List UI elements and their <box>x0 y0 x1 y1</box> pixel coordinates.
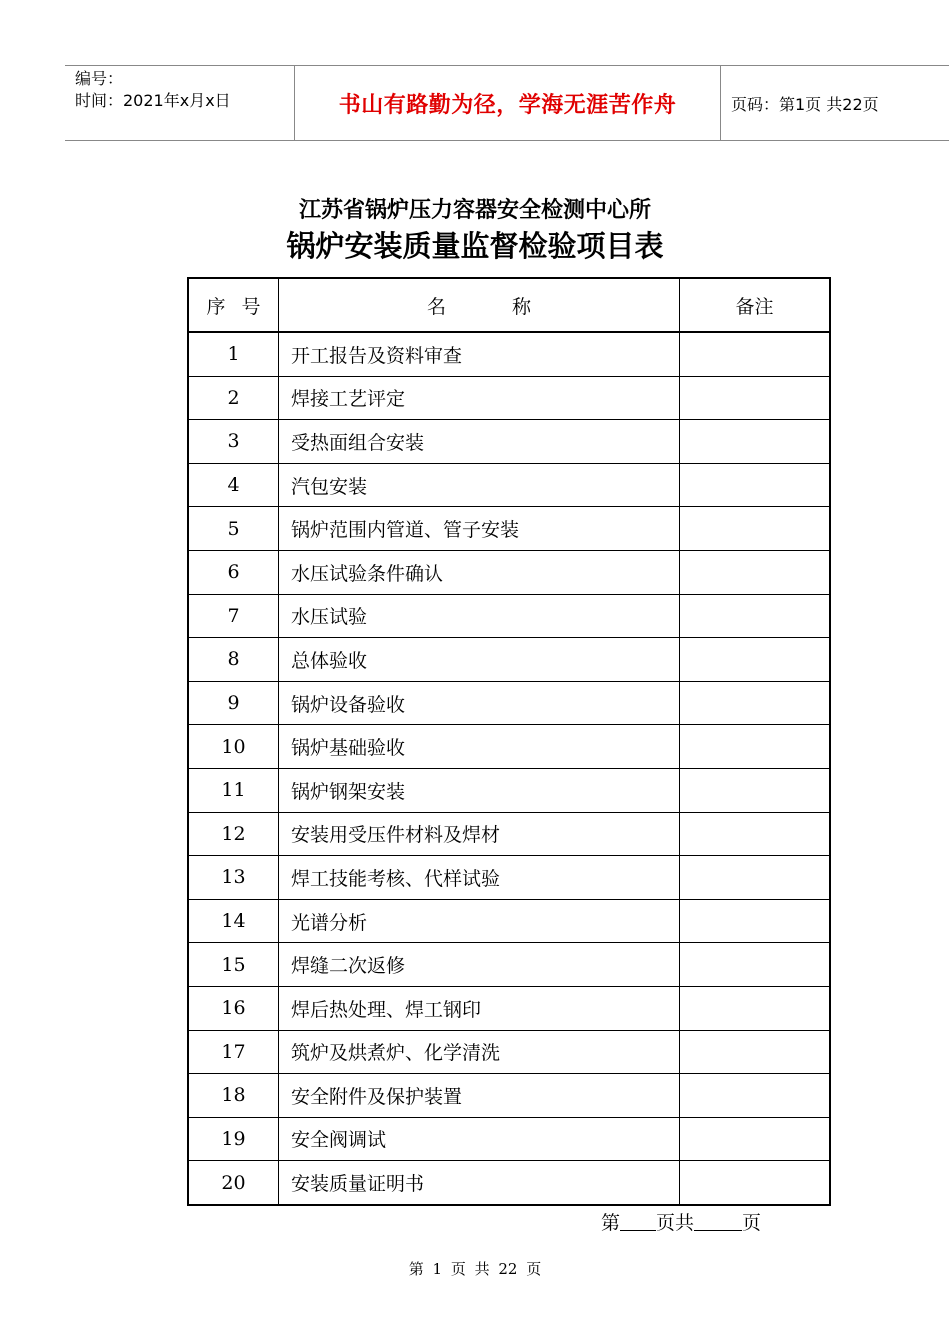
table-row <box>188 681 830 725</box>
row-item-name: 焊工技能考核、代样试验 <box>279 856 680 900</box>
row-item-name: 筑炉及烘煮炉、化学清洗 <box>279 1030 680 1074</box>
row-number: 10 <box>188 725 279 769</box>
row-item-name: 汽包安装 <box>279 463 680 507</box>
row-number: 19 <box>188 1117 279 1161</box>
header-page-info: 页码：第1页 共22页 <box>731 94 879 114</box>
row-item-name: 安全附件及保护装置 <box>279 1074 680 1118</box>
table-row <box>188 1161 830 1205</box>
row-item-name: 锅炉钢架安装 <box>279 768 680 812</box>
row-number: 3 <box>188 420 279 464</box>
row-item-name: 安全阀调试 <box>279 1117 680 1161</box>
row-number: 5 <box>188 507 279 551</box>
table-row <box>188 986 830 1030</box>
row-number: 16 <box>188 986 279 1030</box>
row-number: 4 <box>188 463 279 507</box>
row-number: 12 <box>188 812 279 856</box>
row-number: 11 <box>188 768 279 812</box>
row-item-name: 受热面组合安装 <box>279 420 680 464</box>
table-row <box>188 376 830 420</box>
table-row <box>188 725 830 769</box>
row-item-name: 锅炉范围内管道、管子安装 <box>279 507 680 551</box>
row-note <box>680 856 831 900</box>
table-row <box>188 856 830 900</box>
page-line-suffix: 页 <box>742 1212 762 1234</box>
page-number-blank[interactable] <box>620 1212 656 1231</box>
row-number: 2 <box>188 376 279 420</box>
row-item-name: 焊后热处理、焊工钢印 <box>279 986 680 1030</box>
row-item-name: 水压试验 <box>279 594 680 638</box>
header-name: 名 称 <box>279 278 680 332</box>
time-label: 时间：2021年x月x日 <box>75 91 231 110</box>
row-number: 9 <box>188 681 279 725</box>
row-number: 1 <box>188 332 279 376</box>
row-note <box>680 1030 831 1074</box>
table-row <box>188 899 830 943</box>
table-row <box>188 550 830 594</box>
row-item-name: 焊接工艺评定 <box>279 376 680 420</box>
row-item-name: 焊缝二次返修 <box>279 943 680 987</box>
table-row <box>188 638 830 682</box>
row-note <box>680 420 831 464</box>
table-row <box>188 1074 830 1118</box>
table-row <box>188 768 830 812</box>
row-note <box>680 638 831 682</box>
table-row <box>188 507 830 551</box>
row-number: 8 <box>188 638 279 682</box>
row-note <box>680 725 831 769</box>
row-note <box>680 332 831 376</box>
table-row <box>188 420 830 464</box>
row-note <box>680 943 831 987</box>
row-number: 7 <box>188 594 279 638</box>
row-item-name: 光谱分析 <box>279 899 680 943</box>
page-total-blank[interactable] <box>694 1212 742 1231</box>
row-item-name: 安装质量证明书 <box>279 1161 680 1205</box>
row-note <box>680 550 831 594</box>
row-number: 13 <box>188 856 279 900</box>
page-count-line <box>601 1208 761 1235</box>
row-note <box>680 376 831 420</box>
row-item-name: 锅炉设备验收 <box>279 681 680 725</box>
row-note <box>680 507 831 551</box>
table-row <box>188 332 830 376</box>
table-row <box>188 1030 830 1074</box>
row-note <box>680 1161 831 1205</box>
row-note <box>680 1074 831 1118</box>
page-line-middle: 页共 <box>656 1212 695 1234</box>
table-row <box>188 812 830 856</box>
row-note <box>680 768 831 812</box>
org-title: 江苏省锅炉压力容器安全检测中心所 <box>298 197 651 223</box>
row-number: 14 <box>188 899 279 943</box>
row-note <box>680 812 831 856</box>
row-item-name: 总体验收 <box>279 638 680 682</box>
table-row <box>188 463 830 507</box>
header-motto: 书山有路勤为径，学海无涯苦作舟 <box>294 66 721 140</box>
row-note <box>680 986 831 1030</box>
serial-label: 编号： <box>75 69 124 88</box>
table-row <box>188 1117 830 1161</box>
row-note <box>680 594 831 638</box>
table-row <box>188 943 830 987</box>
row-number: 15 <box>188 943 279 987</box>
inspection-items-table <box>187 277 831 1206</box>
header-no: 序 号 <box>188 278 279 332</box>
row-number: 20 <box>188 1161 279 1205</box>
page-line-prefix: 第 <box>601 1212 621 1234</box>
row-item-name: 锅炉基础验收 <box>279 725 680 769</box>
row-note <box>680 1117 831 1161</box>
row-number: 6 <box>188 550 279 594</box>
table-row <box>188 594 830 638</box>
page-footer: 第 1 页 共 22 页 <box>408 1260 542 1278</box>
table-header-row <box>188 278 830 332</box>
row-note <box>680 681 831 725</box>
header-meta <box>65 66 294 140</box>
row-number: 18 <box>188 1074 279 1118</box>
row-note <box>680 899 831 943</box>
row-note <box>680 463 831 507</box>
row-item-name: 水压试验条件确认 <box>279 550 680 594</box>
header-note: 备注 <box>680 278 831 332</box>
form-title: 锅炉安装质量监督检验项目表 <box>286 229 664 263</box>
row-item-name: 安装用受压件材料及焊材 <box>279 812 680 856</box>
row-item-name: 开工报告及资料审查 <box>279 332 680 376</box>
page-header <box>65 65 949 141</box>
row-number: 17 <box>188 1030 279 1074</box>
